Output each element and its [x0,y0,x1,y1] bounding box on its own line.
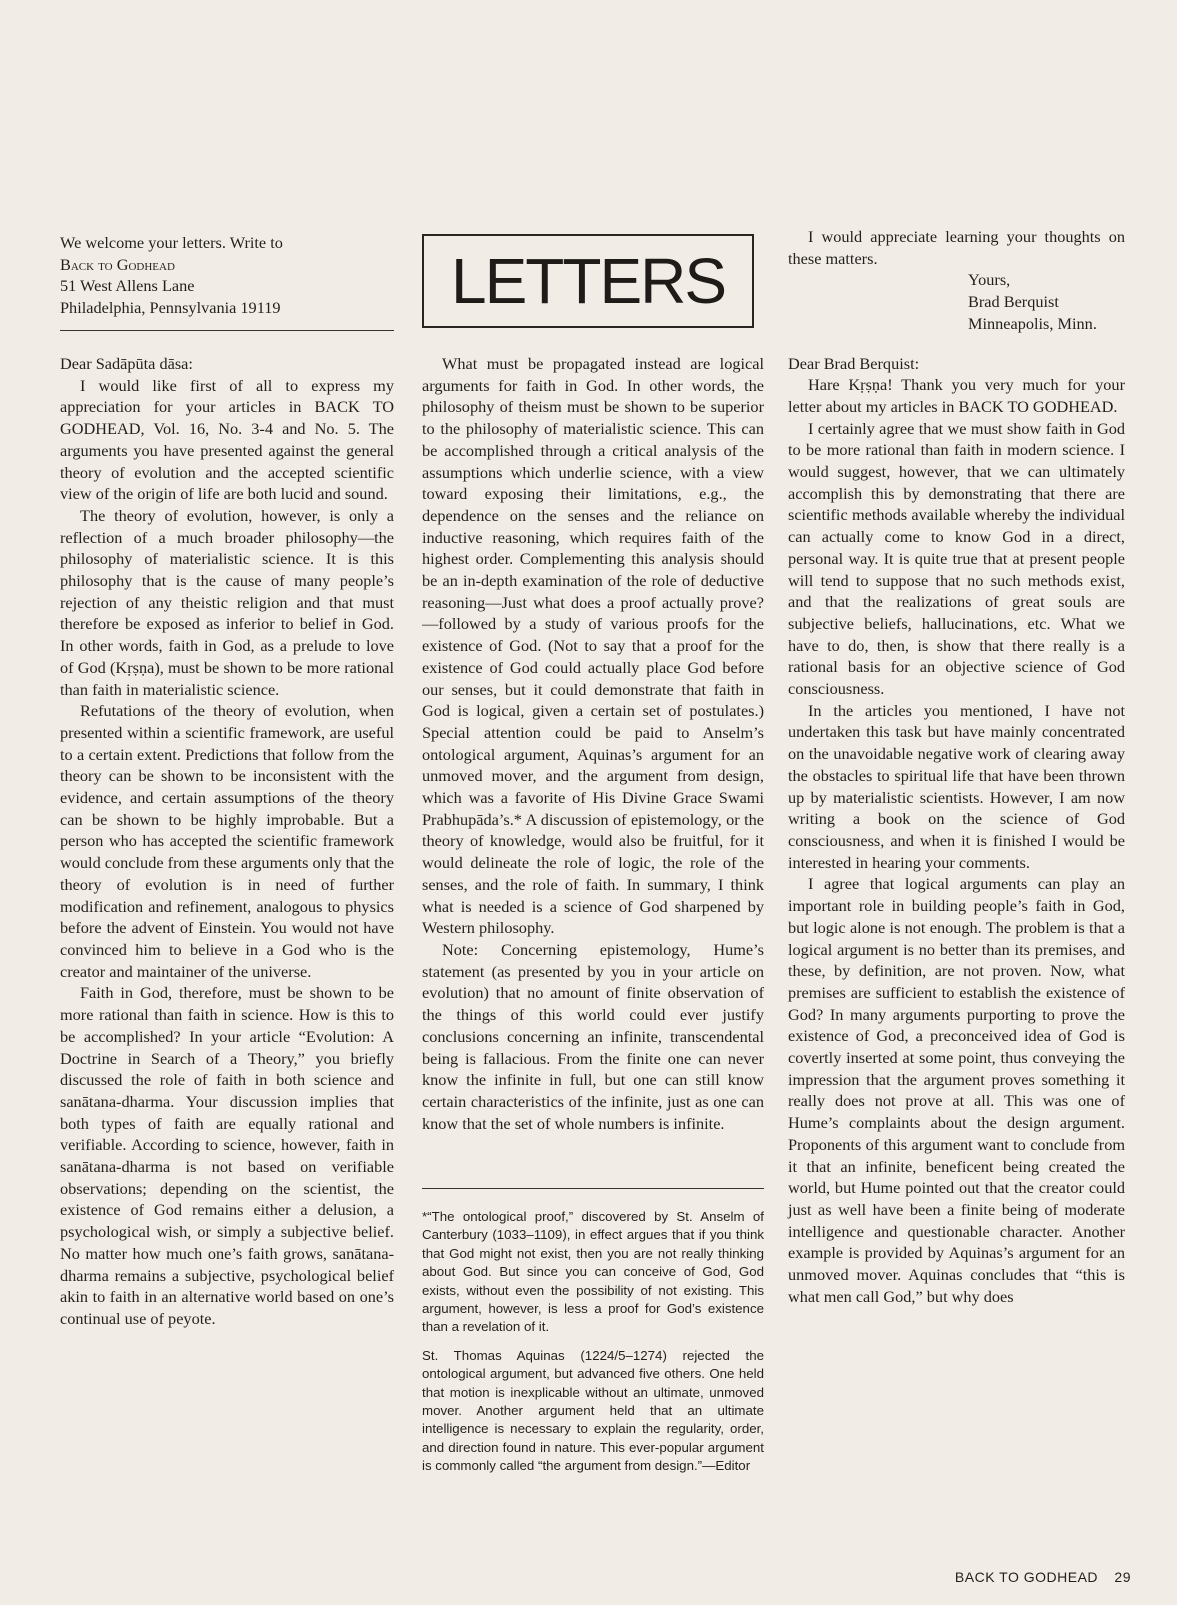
submission-address [60,232,400,319]
letters-heading: LETTERS [450,245,726,317]
footnote-ontological: *“The ontological proof,” discovered by St. Anselm of Canterbury (1033–1109), in effect argues that if you think that God might not exist, then you are not really thinking about God. But since you can conceive of God, God exists, without even the possibility of not existing. This argument, however, is less a proof for God’s existence than a revelation of it. [422,1209,764,1335]
letter-paragraph: What must be propagated instead are logical arguments for faith in God. In other words, the philosophy of theism must be shown to be superior to the philosophy of materialistic science. This can be accomplished through a critical analysis of the assumptions which underlie science, with a view toward exposing their limitations, e.g., the dependence on the senses and the reliance on inductive reasoning, which requires faith of the highest order. Complementing this analysis should be an in-depth examination of the role of deductive reasoning—Just what does a proof actually prove?—followed by a study of various proofs for the existence of God. (Not to say that a proof for the existence of God could actually place God before our senses, but it could demonstrate that faith in God is logical, given a certain set of postulates.) Special attention could be paid to Anselm’s ontological argument, Aquinas’s argument for an unmoved mover, and the argument from design, which was a favorite of His Divine Grace Swami Prabhupāda’s.* A discussion of epistemology, or the theory of knowledge, would also be fruitful, for it would delineate the role of logic, the role of the senses, and the role of faith. In summary, I think what is needed is a science of God sharpened by Western philosophy. [422,354,764,938]
letter-signoff [788,269,1125,334]
letter-paragraph: I would like first of all to express my appreciation for your articles in BACK TO GODHEAD, Vol. 16, No. 3-4 and No. 5. The arguments you have presented against the general theory of evolution and the accepted scientific view of the origin of life are both lucid and sound. [60,375,394,504]
address-intro: We welcome your letters. Write to [60,233,283,252]
footnotes [422,1208,764,1476]
letter-paragraph: Faith in God, therefore, must be shown to be more rational than faith in science. How is this to be accomplished? In your article “Evolution: A Doctrine in Search of a Theory,” you briefly discussed the role of faith in both science and sanātana-dharma. Your discussion implies that both types of faith are equally rational and verifiable. According to science, however, faith in sanātana-dharma is not based on verifiable observations; depending on the scientist, the existence of God remains either a delusion, a psychological wish, or simply a subjective belief. No matter how much one’s faith grows, sanātana-dharma remains a subjective, psychological belief akin to faith in an alternative world based on one’s continual use of peyote. [60,983,394,1328]
letter-paragraph: The theory of evolution, however, is only a reflection of a much broader philosophy—the philosophy of materialistic science. It is this philosophy that is the cause of many people’s rejection of any theistic religion and that must therefore be exposed as inferior to belief in God. In other words, faith in God, as a prelude to love of God (Kṛṣṇa), must be shown to be more rational than faith in materialistic science. [60,505,394,699]
letter-location: Minneapolis, Minn. [968,313,1097,333]
column-1 [60,353,394,1330]
column-2 [422,353,764,1134]
footer-magazine-title: BACK TO GODHEAD [954,1569,1099,1585]
letter-closing: Yours, [968,270,1011,290]
reply-paragraph: I certainly agree that we must show faith in God to be more rational than faith in modern science. I would suggest, however, that we can ultimately accomplish this by demonstrating that there are scientific methods available whereby the individual can actually come to know God in a direct, personal way. It is quite true that at present people will tend to suppose that no such methods exist, and that the realizations of great souls are subjective beliefs, hallucinations, etc. What we have to do, then, is show that there really is a rational basis for an objective science of God consciousness. [788,418,1125,699]
letter-salutation: Dear Sadāpūta dāsa: [60,354,193,373]
letters-heading-box [422,234,754,328]
page-number: 29 [1114,1569,1131,1585]
letter-paragraph: Note: Concerning epistemology, Hume’s statement (as presented by you in your article on evolution) that no amount of finite observation of the things of this world could ever justify conclusions concerning an infinite, transcendental being is fallacious. From the finite one can never know the infinite in full, but one can still know certain characteristics of the infinite, just as one can know that the set of whole numbers is infinite. [422,939,764,1133]
footnote-aquinas: St. Thomas Aquinas (1224/5–1274) rejected the ontological argument, but advanced five others. One held that motion is inexplicable without an ultimate, unmoved mover. Another argument held that an ultimate intelligence is necessary to explain the regularity, order, and direction found in nature. This ever-popular argument is commonly called “the argument from design.”—Editor [422,1347,764,1474]
address-divider [60,330,394,331]
reply-salutation: Dear Brad Berquist: [788,353,920,373]
column-3 [788,226,1125,1307]
letter-paragraph: Refutations of the theory of evolution, when presented within a scientific framework, are useful to a certain extent. Predictions that follow from the theory can be shown to be inconsistent with the evidence, and certain assumptions of the theory can be shown to be highly improbable. But a person who has accepted the scientific framework would conclude from these arguments only that the theory of evolution is in need of further modification and refinement, analogous to physics before the advent of Einstein. You would not have convinced him to believe in a God who is the creator and maintainer of the universe. [60,701,394,981]
address-street: 51 West Allens Lane [60,276,195,296]
letter-paragraph: I would appreciate learning your thoughts on these matters. [788,227,1125,268]
reply-paragraph: Hare Kṛṣṇa! Thank you very much for your letter about my articles in BACK TO GODHEAD. [788,375,1125,416]
address-city: Philadelphia, Pennsylvania 19119 [60,298,281,318]
address-magazine: Back to Godhead [60,254,175,274]
reply-paragraph: I agree that logical arguments can play an important role in building people’s faith in God, but logic alone is not enough. The problem is that a logical argument is no better than its premises, and these, by definition, are not proven. Now, what premises are sufficient to establish the existence of God? In many arguments purporting to prove the existence of God, a preconceived idea of God is covertly inserted at some point, thus conveying the impression that the argument proves something it really does not prove at all. This was one of Hume’s complaints about the design argument. Proponents of this argument want to conclude from it that an infinite, beneficent being created the world, but Hume pointed out that the creator could just as well have been a finite being of moderate intelligence and questionable character. Another example is provided by Aquinas’s argument for an unmoved mover. Aquinas concludes that “this is what men call God,” but why does [788,874,1125,1306]
reply-paragraph: In the articles you mentioned, I have not undertaken this task but have mainly concentrated on the unavoidable negative work of clearing away the obstacles to spiritual life that have been thrown up by materialistic scientists. However, I am now writing a book on the science of God consciousness, and when it is finished I would be interested in hearing your comments. [788,700,1125,872]
footnote-divider [422,1188,764,1189]
page-footer [955,1569,1131,1585]
letter-author: Brad Berquist [968,292,1059,312]
